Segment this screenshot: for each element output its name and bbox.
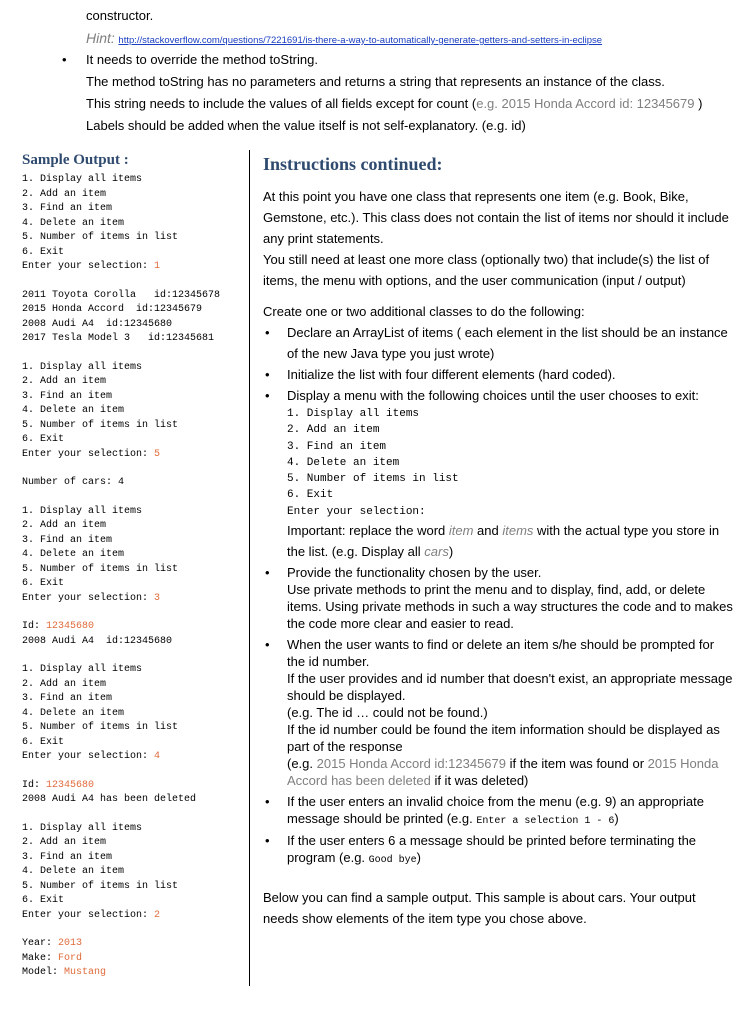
delete-result: 2008 Audi A4 has been deleted: [22, 794, 197, 805]
sample-output-heading: Sample Output :: [22, 152, 129, 168]
instructions-heading: Instructions continued:: [263, 154, 443, 174]
menu-item: 1. Display all items: [287, 408, 420, 420]
goodbye-message: Good bye: [368, 855, 417, 867]
make-value: Ford: [58, 952, 83, 964]
model-value: Mustang: [64, 967, 107, 978]
menu-item: 6. Exit: [22, 895, 65, 906]
cars-word: cars: [424, 544, 449, 560]
delete-id-line: [22, 779, 246, 794]
menu-item: 6. Exit: [22, 434, 65, 445]
make-line: [22, 952, 246, 967]
items-word: items: [502, 523, 534, 539]
menu-item: 2. Add an item: [22, 376, 107, 387]
bullet-display-menu: • Display a menu with the following choices until the user chooses to exit:: [265, 388, 699, 403]
bullet-initialize: • Initialize the list with four different elements (hard coded).: [265, 367, 616, 382]
model-line: [22, 966, 246, 981]
bullet-text: Display a menu with the following choices until the user chooses to exit:: [287, 388, 699, 403]
text-span: with the actual type you store in the list. (e.g. Display all: [287, 523, 720, 560]
bullet-text: Use private methods to print the menu and to display, find, add, or delete items. Using private methods in such a way structures the code and to makes the code more clear and easier to read.: [287, 582, 733, 632]
text-span: (e.g.: [287, 756, 317, 772]
model-label: Model:: [22, 967, 65, 978]
example-found: 2015 Honda Accord id:12345679: [316, 756, 507, 772]
menu-item: 4. Delete an item: [22, 549, 125, 560]
menu-item: 5. Number of items in list: [287, 473, 459, 486]
prompt-line: [22, 909, 246, 924]
tostring-line-3: Labels should be added when the value itself is not self-explanatory. (e.g. id): [86, 118, 526, 133]
menu-item: 1. Display all items: [22, 174, 143, 185]
text-span: If the user enters an invalid choice from the menu (e.g. 9) an appropriate message should be printed (e.g.: [287, 794, 704, 827]
user-choice: 2: [154, 909, 161, 921]
menu-item: 2. Add an item: [22, 188, 107, 200]
menu-item: 2. Add an item: [287, 424, 380, 437]
find-id-line: [22, 620, 246, 635]
example-deleted: 2015 Honda Accord has been deleted: [287, 756, 719, 789]
id-label: Id:: [22, 621, 47, 632]
text-span: This string needs to include the values of all fields except for count (: [86, 96, 477, 111]
para-3: Create one or two additional classes to do the following:: [263, 304, 585, 319]
car-line: 2015 Honda Accord id:12345679: [22, 304, 203, 315]
car-line: 2008 Audi A4 id:12345680: [22, 318, 173, 330]
text-span: if it was deleted): [430, 773, 529, 789]
menu-item: 5. Number of items in list: [22, 563, 179, 575]
bullet-text: When the user wants to find or delete an item s/he should be prompted for the id number.: [287, 637, 715, 670]
tostring-line-2: [86, 96, 702, 111]
prompt: Enter your selection:: [22, 448, 155, 460]
menu-item: 4. Delete an item: [22, 707, 125, 719]
menu-item: 5. Number of items in list: [22, 722, 179, 733]
user-choice: 4: [154, 751, 161, 762]
prompt-line: [22, 260, 246, 275]
prompt-line: [22, 750, 246, 765]
menu-item: 4. Delete an item: [22, 866, 125, 877]
year-label: Year:: [22, 938, 59, 949]
user-choice: 3: [154, 592, 161, 604]
hint-label: Hint:: [86, 30, 115, 46]
constructor-line: constructor.: [86, 8, 154, 23]
para-2: You still need at least one more class (optionally two) that include(s) the list of items, the menu with options, and the user communication (input / output): [263, 252, 710, 288]
bullet-exit: • If the user enters 6 a message should be printed before terminating the program (e.g. Good bye): [265, 833, 697, 867]
menu-item: 2. Add an item: [22, 837, 107, 848]
menu-item: 1. Display all items: [22, 361, 143, 373]
text-span: ): [416, 850, 422, 866]
top-section: [0, 0, 752, 134]
bullet-text: If the user provides and id number that doesn't exist, an appropriate message should be displayed.: [287, 671, 733, 704]
id-value: 12345680: [46, 621, 95, 632]
prompt: Enter your selection:: [22, 751, 155, 762]
menu-item: 6. Exit: [22, 736, 65, 748]
invalid-message: Enter a selection 1 - 6: [476, 816, 615, 828]
count-line: Number of cars: 4: [22, 477, 125, 488]
bullet-tostring: It needs to override the method toString.: [86, 52, 318, 67]
menu-item: 3. Find an item: [22, 534, 113, 546]
important-note: [263, 520, 733, 562]
menu-prompt: Enter your selection:: [287, 505, 426, 518]
text-span: and: [473, 523, 503, 539]
bullet-text: If the id number could be found the item information should be displayed as part of the response: [287, 722, 720, 755]
sample-output: [22, 150, 246, 981]
example-text: e.g. 2015 Honda Accord id: 12345679: [476, 96, 695, 111]
make-label: Make:: [22, 952, 59, 964]
user-choice: 1: [154, 261, 161, 272]
year-value: 2013: [58, 938, 83, 949]
column-divider: [249, 150, 250, 986]
bullet-text: Initialize the list with four different elements (hard coded).: [287, 367, 616, 382]
menu-item: 3. Find an item: [22, 851, 113, 863]
hint-link[interactable]: http://stackoverflow.com/questions/7221691/is-there-a-way-to-automatically-generate-getters-and-setters-in-eclipse: [118, 35, 603, 46]
hint-line: [86, 30, 602, 46]
menu-item: 2. Add an item: [22, 678, 107, 690]
menu-item: 4. Delete an item: [22, 217, 125, 229]
bullet-text: (e.g. The id … could not be found.): [287, 705, 488, 721]
year-line: [22, 937, 246, 952]
para-1: At this point you have one class that represents one item (e.g. Book, Bike, Gemstone, etc.). This class does not contain the list of items nor should it include any print statements.: [263, 189, 729, 246]
id-value: 12345680: [46, 779, 95, 791]
text-span: Important: replace the word: [287, 523, 449, 539]
user-choice: 5: [154, 448, 161, 460]
bullet-invalid-choice: • If the user enters an invalid choice from the menu (e.g. 9) an appropriate message should be printed (e.g. Enter a selection 1 - 6): [265, 794, 704, 828]
menu-item: 3. Find an item: [22, 693, 113, 704]
text-span: If the user enters 6 a message should be printed before terminating the program (e.g.: [287, 833, 697, 866]
car-line: 2017 Tesla Model 3 id:12345681: [22, 333, 215, 344]
bullet-functionality: • Provide the functionality chosen by the user. Use private methods to print the menu and to display, find, add, or delete items. Using private methods in such a way structures the code and to makes the code more clear and easier to read.: [265, 565, 733, 632]
menu-item: 3. Find an item: [22, 203, 113, 214]
menu-item: 3. Find an item: [287, 440, 387, 453]
bullet-example: [287, 755, 733, 789]
menu-item: 6. Exit: [22, 246, 65, 258]
menu-item: 6. Exit: [22, 578, 65, 589]
prompt: Enter your selection:: [22, 592, 155, 604]
menu-item: 1. Display all items: [22, 664, 143, 675]
bullet-dot: •: [62, 52, 67, 67]
menu-item: 5. Number of items in list: [22, 419, 179, 431]
closing-paragraph: Below you can find a sample output. This sample is about cars. Your output needs show elements of the item type you chose above.: [263, 890, 696, 927]
id-label: Id:: [22, 779, 47, 791]
bullet-text: Declare an ArrayList of items ( each element in the list should be an instance of the new Java type you just wrote): [287, 325, 728, 361]
menu-item: 1. Display all items: [22, 505, 143, 517]
menu-item: 5. Number of items in list: [22, 232, 179, 243]
bullet-text: Provide the functionality chosen by the user.: [287, 565, 542, 581]
item-word: item: [448, 523, 474, 539]
text-span: ): [694, 96, 703, 111]
menu-item: 5. Number of items in list: [22, 880, 179, 892]
text-span: if the item was found or: [506, 756, 648, 772]
text-span: ): [614, 811, 619, 827]
tostring-line-1: The method toString has no parameters and returns a string that represents an instance of the class.: [86, 74, 665, 89]
car-line: 2011 Toyota Corolla id:12345678: [22, 289, 221, 301]
menu-item: 4. Delete an item: [287, 456, 400, 469]
prompt: Enter your selection:: [22, 261, 155, 272]
menu-item: 2. Add an item: [22, 520, 107, 531]
text-span: ): [448, 544, 454, 560]
bullet-declare: • Declare an ArrayList of items ( each element in the list should be an instance of the new Java type you just wrote): [265, 325, 728, 361]
prompt-line: [22, 448, 246, 463]
menu-item: 6. Exit: [287, 489, 334, 502]
prompt-line: [22, 592, 246, 607]
prompt: Enter your selection:: [22, 909, 155, 921]
menu-item: 1. Display all items: [22, 822, 143, 834]
instructions: [263, 152, 733, 929]
find-result: 2008 Audi A4 id:12345680: [22, 635, 173, 647]
menu-item: 3. Find an item: [22, 390, 113, 402]
menu-item: 4. Delete an item: [22, 405, 125, 416]
bullet-find-delete: • When the user wants to find or delete an item s/he should be prompted for the id number. If the user provides and id number that doesn't exist, an appropriate message should be displayed. (e.g. The id … could not be found.) If the id number could be found the item information should be displayed as part of the response (e.g. 2015 Honda Accord id:12345679 if the item was found or 2015 Honda Accord has been deleted if it was deleted): [265, 637, 733, 789]
